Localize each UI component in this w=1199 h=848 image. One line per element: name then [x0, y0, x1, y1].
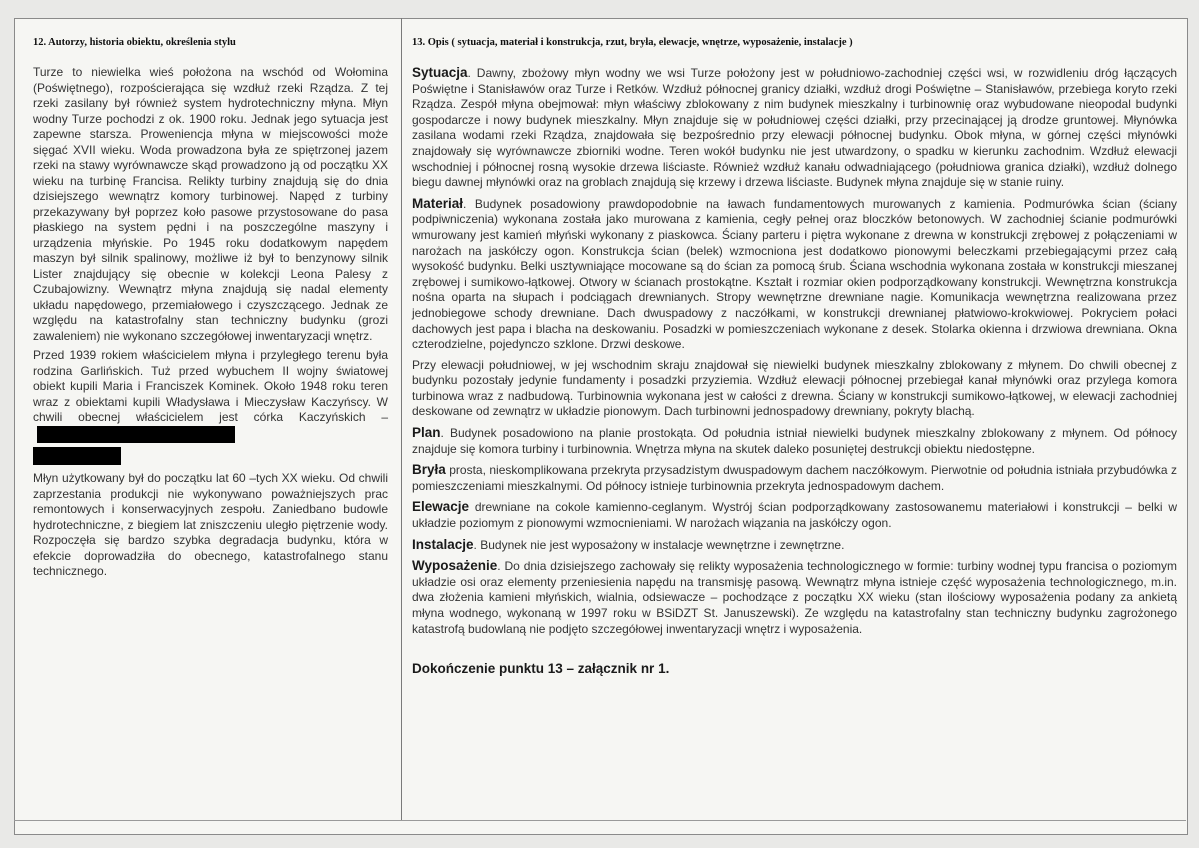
section-12-column [33, 37, 388, 584]
wyposazenie-text: . Do dnia dzisiejszego zachowały się relikty wyposażenia technologicznego w formie: turbiny wodnej typu francisa o poziomym układzie osi oraz elementy przeniesienia napędu na transmisję pasową. Wewnątrz młyna istnieje część wyposażenia technologicznego, m.in. dwa złożenia kamieni młyńskich, wialnia, odsiewacze – pochodzące z początku XX wieku (stan ilościowy wyposażenia podany za ankietą młyna wodnego, wykonaną w 1997 roku w BSiDZT St. Januszewski). Ze względu na katastrofalny stan techniczny budynku zagrożonego katastrofą budowlaną nie podjęto szczegółowej inwentaryzacji wnętrz i wyposażenia. [412, 559, 1177, 636]
history-paragraph-2-text: Przed 1939 rokiem właścicielem młyna i przyległego terenu była rodzina Garlińskich. Tuż przed wybuchem II wojny światowej obiekt kupili Maria i Franciszek Kominek. Około 1948 roku teren wraz z obiektami kupili Władysława i Mieczysław Kaczyńscy. W chwili obecnej właścicielem jest córka Kaczyńskich – [33, 348, 388, 424]
sytuacja-paragraph [412, 65, 1177, 191]
sytuacja-keyword: Sytuacja [412, 65, 468, 80]
history-paragraph-1: Turze to niewielka wieś położona na wschód od Wołomina (Poświętnego), rozpościerająca się wzdłuż rzeki Rządza. Z tej rzeki zasilany był również system hydrotechniczny młyna. Młyn wodny Turze pochodzi z ok. 1900 roku. Jednak jego sytuacja jest zapewne starsza. Proweniencja młyna w miejscowości może sięgać XVII wieku. Woda prowadzona była ze spiętrzonej jazem rzeki na stawy wyrównawcze skąd prowadzono ją od początku XX wieku na turbinę Francisa. Relikty turbiny znajdują się do dnia dzisiejszego wewnątrz komory turbinowej. Napęd z turbiny przekazywany był poprzez koło pasowe przystosowane do pasa płaskiego na system pędni i na poszczególne maszyny i urządzenia młyńskie. Po 1945 roku dodatkowym napędem maszyn był silnik spalinowy, możliwe iż był to benzynowy silnik Lister znajdujący się obecnie w kolekcji Leona Palesy z Czubajowizny. Wewnątrz młyna znajdują się nadal elementy układu napędowego, przemiałowego i czyszczącego. Jednak ze względu na katastrofalny stan techniczny budynku (grozi zawaleniem) nie wykonano szczegółowej inwentaryzacji wnętrz. [33, 65, 388, 343]
section-13-column [412, 37, 1177, 676]
history-paragraph-2 [33, 348, 388, 443]
elewacje-keyword: Elewacje [412, 499, 470, 515]
bottom-border [14, 820, 1186, 821]
redaction-bar [37, 426, 235, 443]
instalacje-text: . Budynek nie jest wyposażony w instalacje wewnętrzne i zewnętrzne. [473, 537, 845, 552]
bryla-paragraph [412, 462, 1177, 494]
section-12-header: 12. Autorzy, historia obiektu, określenia stylu [33, 37, 236, 48]
elewacje-paragraph [412, 499, 1177, 531]
closing-note: Dokończenie punktu 13 – załącznik nr 1. [412, 661, 670, 677]
material-text: . Budynek posadowiony prawdopodobnie na ławach fundamentowych murowanych z kamienia. Podmurówka ścian (ściany podpiwniczenia) wykonana została jako murowana z kamienia, cegły pełnej oraz bloczków betonowych. W zachodniej ścianie podmurówki wmurowany jest kamień młyński wykonany z piaskowca. Ściany parteru i piętra wykonane z drewna w konstrukcji zrębowej z połączeniami w narożach na jaskółczy ogon. Konstrukcja ścian (belek) wzmocniona jest dodatkowo pionowymi beleczkami przebiegającymi przez całą wysokość budynku. Belki usztywniające mocowane są do ścian za pomocą śrub. Ściana wschodnia wykonana została w konstrukcji mieszanej zrębowej i sumikowo-łątkowej. Otwory w ścianach prostokątne. Kształt i rozmiar okien podporządkowany konstrukcji. Wewnętrzna konstrukcja nośna oparta na słupach i podciągach drewnianych. Stropy wewnętrzne drewniane nagie. Komunikacja wewnętrzna realizowana przez jednobiegowe schody drewniane. Dach dwuspadowy z naczółkami, w konstrukcji drewnianej płatwiowo-krokwiowej. Pokryciem połaci dachowych jest papa i blacha na deskowaniu. Posadzki w pomieszczeniach wykonane z desek. Stolarka okienna i drzwiowa drewniana. Okna czterodzielne, pojedynczo szklone. Drzwi deskowe. [412, 196, 1177, 352]
wyposazenie-paragraph [412, 558, 1177, 637]
material-keyword: Materiał [412, 195, 464, 211]
material-paragraph [412, 196, 1177, 353]
history-paragraph-3: Młyn użytkowany był do początku lat 60 –tych XX wieku. Od chwili zaprzestania produkcji nie wykonywano poważniejszych prac remontowych i konserwacyjnych zespołu. Zaniedbano budowle hydrotechniczne, z biegiem lat zniszczeniu uległo piętrzenie wody. Rozpoczęła się bardzo szybka degradacja budynku, która w efekcie doprowadziła do obecnego, katastrofalnego stanu technicznego. [33, 471, 388, 578]
bryla-keyword: Bryła [412, 462, 446, 478]
wyposazenie-keyword: Wyposażenie [412, 558, 498, 574]
bryla-text: prosta, nieskomplikowana przekryta przysadzistym dwuspadowym dachem naczółkowym. Pierwotnie od południa istniała przybudówka z pomieszczeniami mieszkalnymi. Od północy istnieje turbinownia przekryta jednospadowym dachem. [412, 463, 1177, 493]
plan-paragraph [412, 425, 1177, 457]
material-paragraph-2: Przy elewacji południowej, w jej wschodnim skraju znajdował się niewielki budynek mieszkalny zblokowany z młynem. Do chwili obecnej z budynku pozostały jedynie fundamenty i posadzki przyziemia. Wzdłuż elewacji północnej przebiegał kanał młynówki oraz przylega komora turbinowa wraz z nadbudową. Turbinownia wykonana jest w całości z drewna. Ściany w konstrukcji sumikowo-łątkowej, w elewacji zachodniej deskowane od zewnątrz w układzie pionowym. Dach turbinowni jednospadowy drewniany, pokryty blachą. [412, 357, 1177, 419]
instalacje-paragraph [412, 537, 1177, 554]
column-divider [401, 18, 402, 820]
section-13-header: 13. Opis ( sytuacja, materiał i konstrukcja, rzut, bryła, elewacje, wnętrze, wyposażenie, instalacje ) [412, 37, 853, 48]
instalacje-keyword: Instalacje [412, 536, 474, 552]
plan-keyword: Plan [412, 425, 441, 441]
elewacje-text: drewniane na cokole kamienno-ceglanym. Wystrój ścian podporządkowany zastosowanemu materiałowi i konstrukcji – belki w układzie poziomym z pionowymi wzmocnieniami. W narożach wiązania na jaskółczy ogon. [412, 500, 1177, 531]
redaction-bar-2 [33, 447, 121, 465]
sytuacja-text: . Dawny, zbożowy młyn wodny we wsi Turze położony jest w południowo-zachodniej części wsi, w rozwidleniu dróg łączących Poświętne i Stanisławów oraz Turze i Retków. Wzdłuż północnej granicy działki, wzdłuż drogi Poświętne – Stanisławów, przebiega koryto rzeki Rządza. Zespół młyna obejmował: młyn właściwy zblokowany z nim budynek mieszkalny i turbinownię oraz wybudowane nieopodal budynki gospodarcze i nowy budynek mieszkalny. Młyn znajduje się w południowej części działki, przy przecinającej ją drodze gruntowej. Młynówka zasilana wodami rzeki Rządza, znajdowała się bezpośrednio przy elewacji północnej budynku. Obok młyna, w górnej części młynówki znajdowały się wyrównawcze zbiorniki wodne. Teren wokół budynku nie jest utwardzony, o spadku w kierunku zachodnim. Wzdłuż elewacji wschodniej i północnej rosną wysokie drzewa liściaste. Również wzdłuż kanału odwadniającego (południowa granica działki), wzdłuż dolnego biegu dawnej młynówki oraz na groblach znajdują się krzewy i drzewa liściaste. Budynek młyna znajduje się w stanie ruiny. [412, 66, 1177, 190]
plan-text: . Budynek posadowiono na planie prostokąta. Od południa istniał niewielki budynek mieszkalny zblokowany z młynem. Od północy znajduje się komora turbiny i turbinownia. Wnętrza młyna na skutek daleko posuniętej destrukcji obiektu niedostępne. [412, 426, 1177, 456]
